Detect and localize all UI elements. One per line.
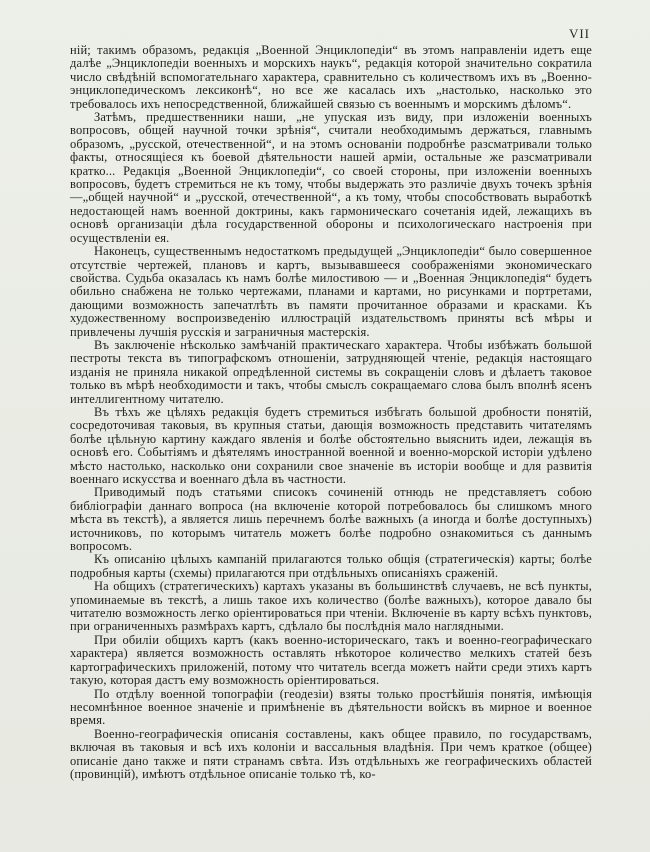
paragraph: Военно-географическія описанія составлены, какъ общее правило, по государствамъ, включая въ таковыя и всѣ ихъ колоніи и вассальныя владѣнія. При чемъ краткое (общее) описаніе дано также и пяти странамъ свѣта. Изъ отдѣльныхъ же географическихъ областей (провинцій), имѣютъ отдѣльное описаніе только тѣ, ко- — [70, 726, 592, 781]
paragraph: При обиліи общихъ картъ (какъ военно-историческаго, такъ и военно-географическаго характера) является возможность оставлять нѣкоторое количество мелкихъ статей безъ картографическихъ приложеній, потому что читатель всегда можетъ найти среди этихъ картъ такую, которая дастъ ему возможность оріентироваться. — [70, 632, 592, 688]
text-block — [70, 44, 592, 781]
paragraph: Наконецъ, существеннымъ недостаткомъ предыдущей „Энциклопедіи“ было совершенное отсутствіе чертежей, плановъ и картъ, вызывавшееся соображеніями экономическаго свойства. Судьба оказалась къ намъ болѣе милостивою — и „Военная Энциклопедія“ будетъ обильно снабжена не только чертежами, планами и картами, но рисунками и портретами, дающими возможность запечатлѣть въ памяти прочитанное образами и красками. Къ художественному воспроизведенію иллюстрацій издательствомъ приняты всѣ мѣры и привлечены лучшія русскія и заграничныя мастерскія. — [70, 244, 592, 339]
paragraph: По отдѣлу военной топографіи (геодезіи) взяты только простѣйшія понятія, имѣющія несомнѣнное военное значеніе и примѣненіе въ дѣятельности войскъ въ мирное и военное время. — [70, 686, 592, 728]
paragraph: Въ тѣхъ же цѣляхъ редакція будетъ стремиться избѣгать большой дробности понятій, сосредоточивая таковыя, въ крупныя статьи, дающія возможность представить читателямъ болѣе цѣльную картину каждаго явленія и болѣе обстоятельно выяснить идеи, лежащія въ основѣ его. Событіямъ и дѣятелямъ иностранной военной и военно-морской исторіи удѣлено мѣсто настолько, насколько они сохранили свое значеніе въ исторіи вообще и для развитія военнаго искусства и военнаго дѣла въ частности. — [70, 404, 592, 486]
paragraph: Въ заключеніе нѣсколько замѣчаній практическаго характера. Чтобы избѣжать большой пестроты текста въ типографскомъ отношеніи, затрудняющей чтеніе, редакція настоящаго изданія не приняла никакой опредѣленной системы въ сокращеніи словъ и дѣлаетъ таковое только въ мѣрѣ необходимости и такъ, чтобы смыслъ сокращаемаго слова былъ вполнѣ ясенъ интеллигентному читателю. — [70, 337, 592, 406]
paragraph: На общихъ (стратегическихъ) картахъ указаны въ большинствѣ случаевъ, не всѣ пункты, упоминаемые въ текстѣ, а лишь такое ихъ количество (болѣе важныхъ), которое давало бы читателю возможность легко оріентироваться при чтеніи. Включеніе въ карту всѣхъ пунктовъ, при ограниченныхъ размѣрахъ картъ, сдѣлало бы послѣднія мало наглядными. — [70, 579, 592, 634]
paragraph-continuation: ній; такимъ образомъ, редакція „Военной Энциклопедіи“ въ этомъ направленіи идетъ еще далѣе „Энциклопедіи военныхъ и морскихъ наукъ“, редакція которой значительно сократила число свѣдѣній вспомогательнаго характера, сравнительно съ количествомъ ихъ въ „Военно-энциклопедическомъ лексиконѣ“, но все же касалась ихъ „настолько, насколько это требовалось ихъ непосредственной, ближайшей связью съ военнымъ и морскимъ дѣломъ“. — [70, 43, 592, 111]
paragraph: Затѣмъ, предшественники наши, „не упуская изъ виду, при изложеніи военныхъ вопросовъ, общей научной точки зрѣнія“, считали необходимымъ держаться, главнымъ образомъ, „русской, отечественной“, и на этомъ основаніи подробнѣе разсматривали только факты, относящіеся къ боевой дѣятельности нашей арміи, остальные же разсматривали кратко... Редакція „Военной Энциклопедіи“, со своей стороны, при изложеніи военныхъ вопросовъ, будетъ стремиться не къ тому, чтобы выдержать это различіе двухъ точекъ зрѣнія—„общей научной“ и „русской, отечественной“, а къ тому, чтобы способствовать выработкѣ недостающей намъ военной доктрины, какъ гармоническаго сочетанія идей, лежащихъ въ основѣ организаціи дѣла государственной обороны и психологическаго настроенія при осуществленіи ея. — [70, 110, 592, 245]
paragraph: Къ описанію цѣлыхъ кампаній прилагаются только общія (стратегическія) карты; болѣе подробныя карты (схемы) прилагаются при отдѣльныхъ описаніяхъ сраженій. — [70, 552, 592, 580]
page-number: VII — [568, 26, 590, 41]
paragraph: Приводимый подъ статьями списокъ сочиненій отнюдь не представляетъ собою библіографіи даннаго вопроса (на включеніе которой потребовалось бы слишкомъ много мѣста въ текстѣ), а является лишь перечнемъ болѣе важныхъ (а иногда и болѣе доступныхъ) источниковъ, по которымъ читатель можетъ болѣе подробно ознакомиться съ даннымъ вопросомъ. — [70, 485, 592, 554]
